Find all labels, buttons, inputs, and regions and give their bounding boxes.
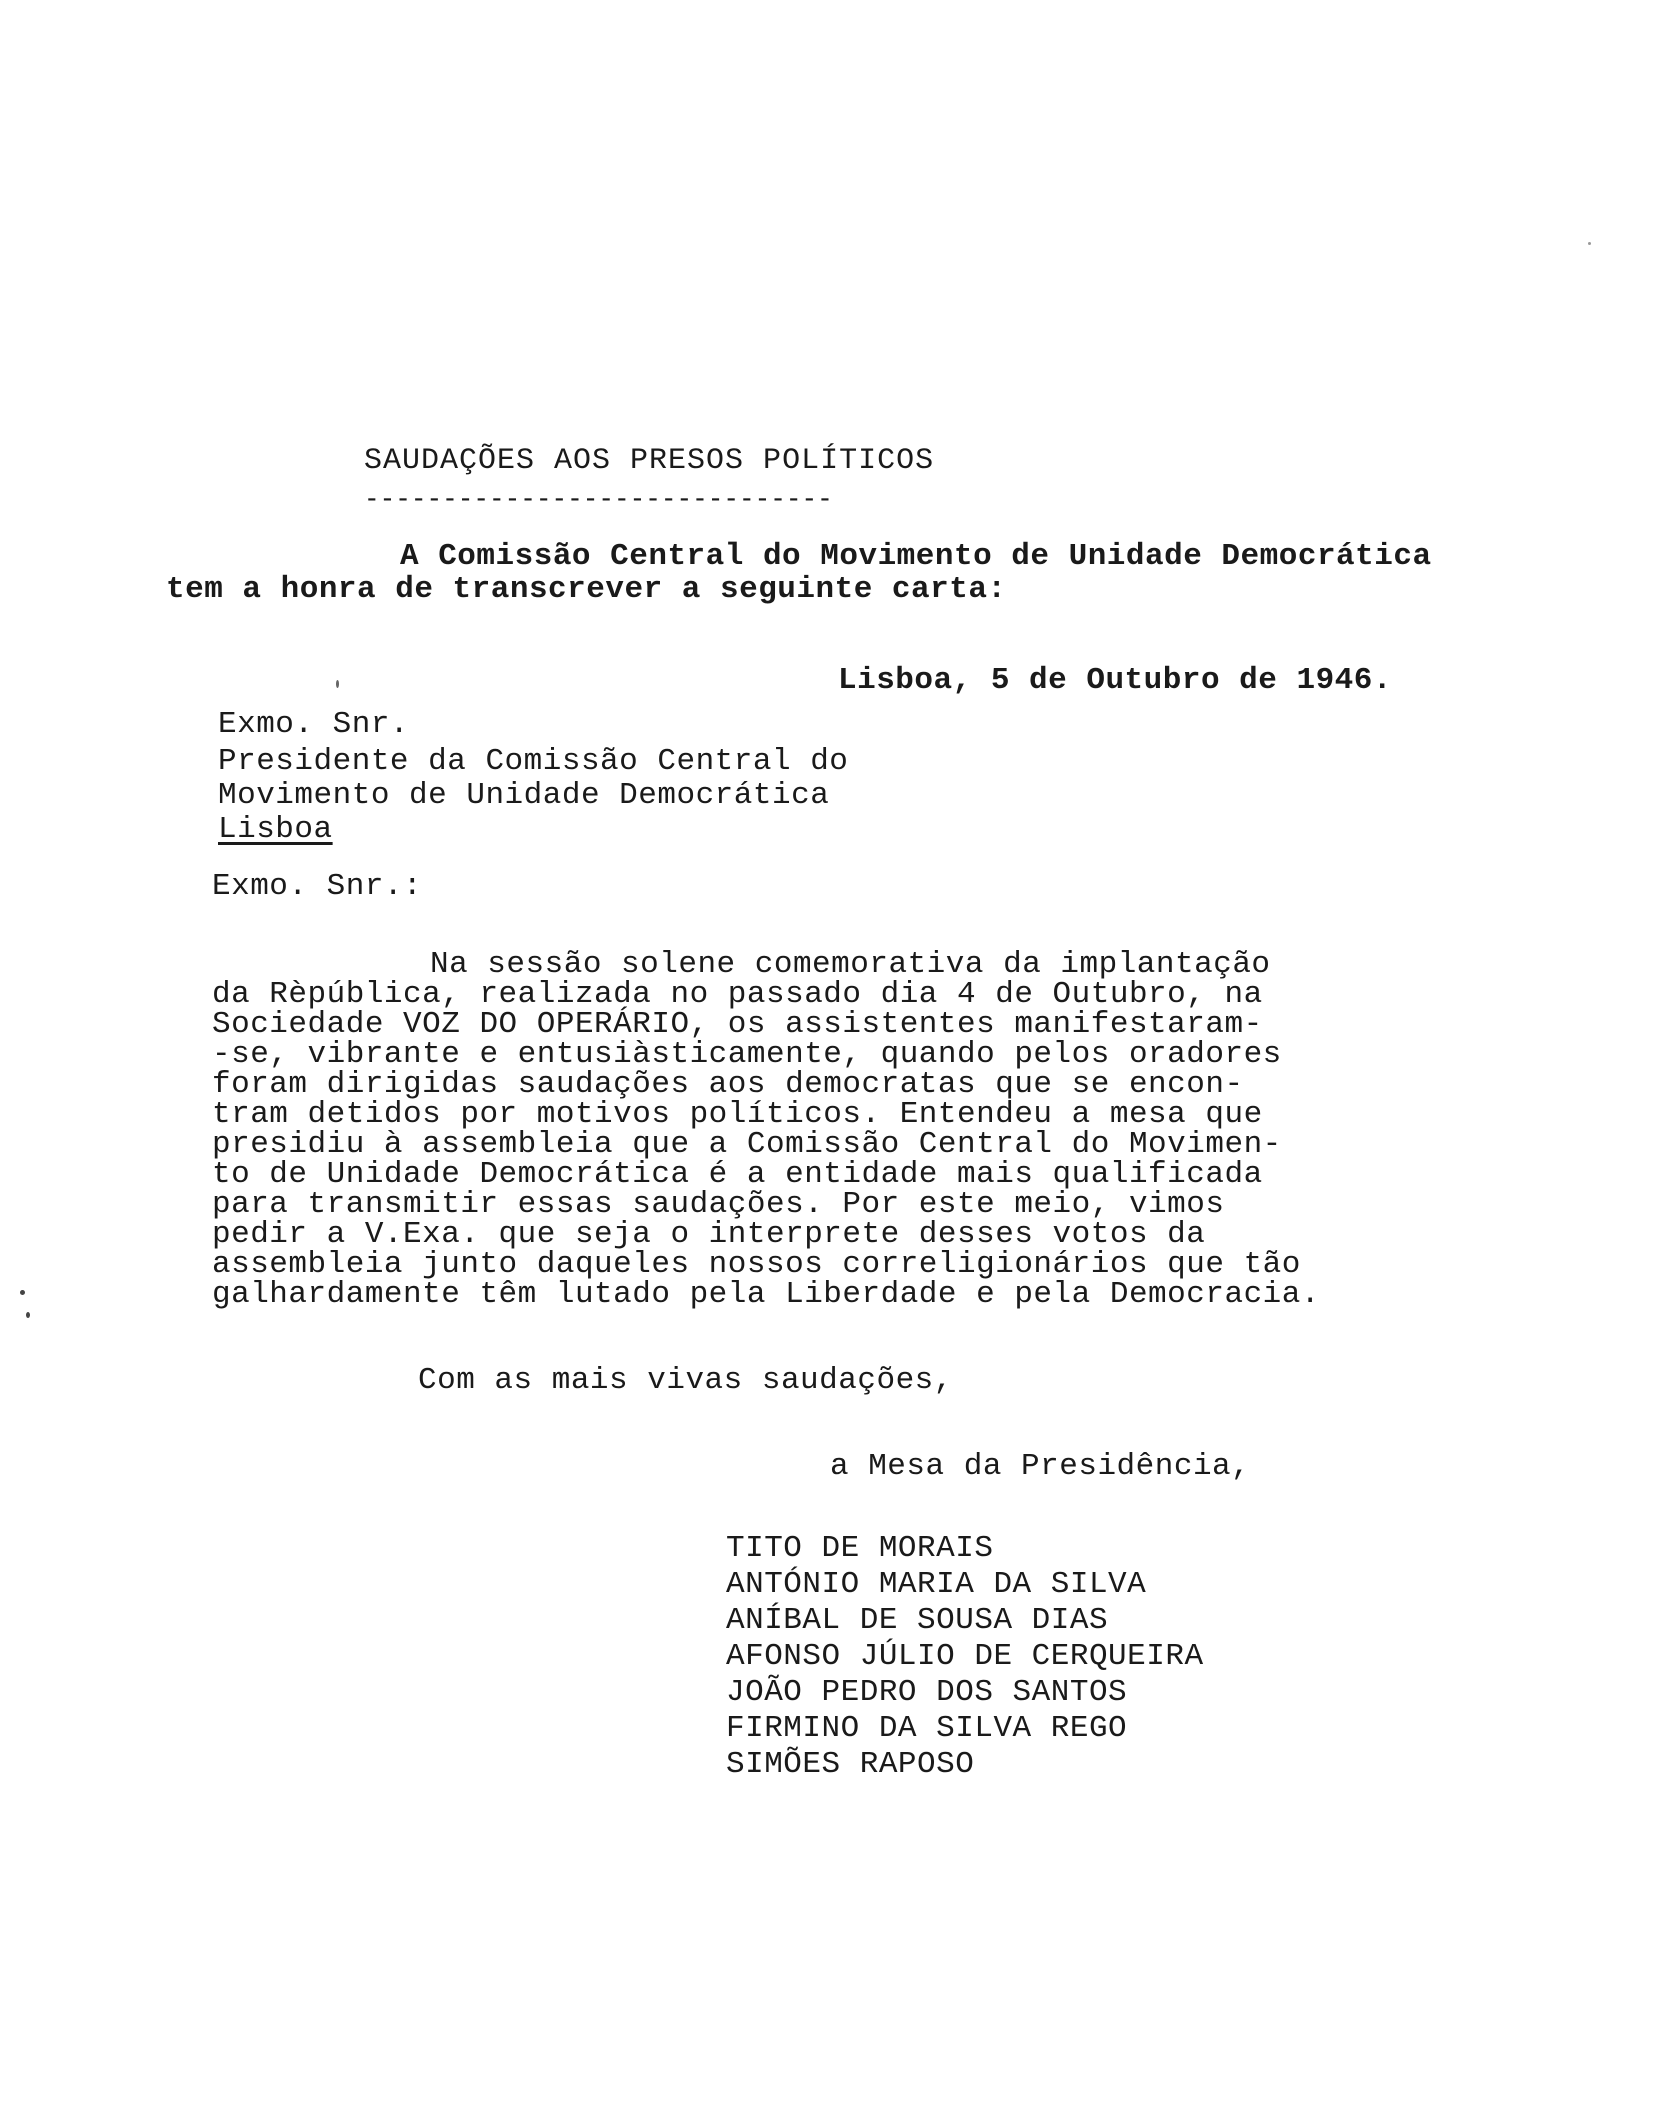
signatory-name: SIMÕES RAPOSO: [726, 1747, 975, 1782]
signatory-name: AFONSO JÚLIO DE CERQUEIRA: [726, 1639, 1204, 1674]
body-line: Na sessão solene comemorativa da implantação: [430, 947, 1271, 982]
signatory-name: FIRMINO DA SILVA REGO: [726, 1711, 1128, 1746]
body-line: -se, vibrante e entusiàsticamente, quando pelos oradores: [212, 1037, 1282, 1072]
intro-line: tem a honra de transcrever a seguinte carta:: [166, 572, 1007, 607]
body-line: para transmitir essas saudações. Por este meio, vimos: [212, 1187, 1225, 1222]
body-line: da Rèpública, realizada no passado dia 4 de Outubro, na: [212, 977, 1263, 1012]
scan-speck: [336, 680, 339, 688]
closing-line: Com as mais vivas saudações,: [418, 1363, 953, 1398]
date-line: Lisboa, 5 de Outubro de 1946.: [838, 663, 1392, 698]
signatory-name: JOÃO PEDRO DOS SANTOS: [726, 1675, 1128, 1710]
addressee-line: Movimento de Unidade Democrática: [218, 778, 830, 813]
signatory-name: ANÍBAL DE SOUSA DIAS: [726, 1603, 1109, 1638]
scan-speck: [1588, 242, 1591, 245]
body-line: galhardamente têm lutado pela Liberdade e pela Democracia.: [212, 1277, 1320, 1312]
title-underline-rule: ------------------------------: [364, 485, 833, 516]
signatory-group: a Mesa da Presidência,: [830, 1449, 1251, 1484]
signatory-name: TITO DE MORAIS: [726, 1531, 994, 1566]
addressee-line: Presidente da Comissão Central do: [218, 744, 849, 779]
intro-line: A Comissão Central do Movimento de Unidade Democrática: [400, 539, 1432, 574]
signatory-name: ANTÓNIO MARIA DA SILVA: [726, 1567, 1147, 1602]
body-line: tram detidos por motivos políticos. Entendeu a mesa que: [212, 1097, 1263, 1132]
greeting: Exmo. Snr.:: [212, 869, 423, 904]
document-title: SAUDAÇÕES AOS PRESOS POLÍTICOS: [364, 444, 935, 478]
body-line: pedir a V.Exa. que seja o interprete desses votos da: [212, 1217, 1206, 1252]
body-line: Sociedade VOZ DO OPERÁRIO, os assistentes manifestaram-: [212, 1007, 1263, 1042]
addressee-salutation: Exmo. Snr.: [218, 707, 410, 742]
scan-speck: [20, 1290, 25, 1295]
body-line: presidiu à assembleia que a Comissão Central do Movimen-: [212, 1127, 1282, 1162]
body-line: foram dirigidas saudações aos democratas que se encon-: [212, 1067, 1244, 1102]
addressee-city: Lisboa: [218, 812, 333, 847]
body-line: assembleia junto daqueles nossos correligionários que tão: [212, 1247, 1301, 1282]
body-line: to de Unidade Democrática é a entidade mais qualificada: [212, 1157, 1263, 1192]
scan-speck: [26, 1312, 30, 1318]
